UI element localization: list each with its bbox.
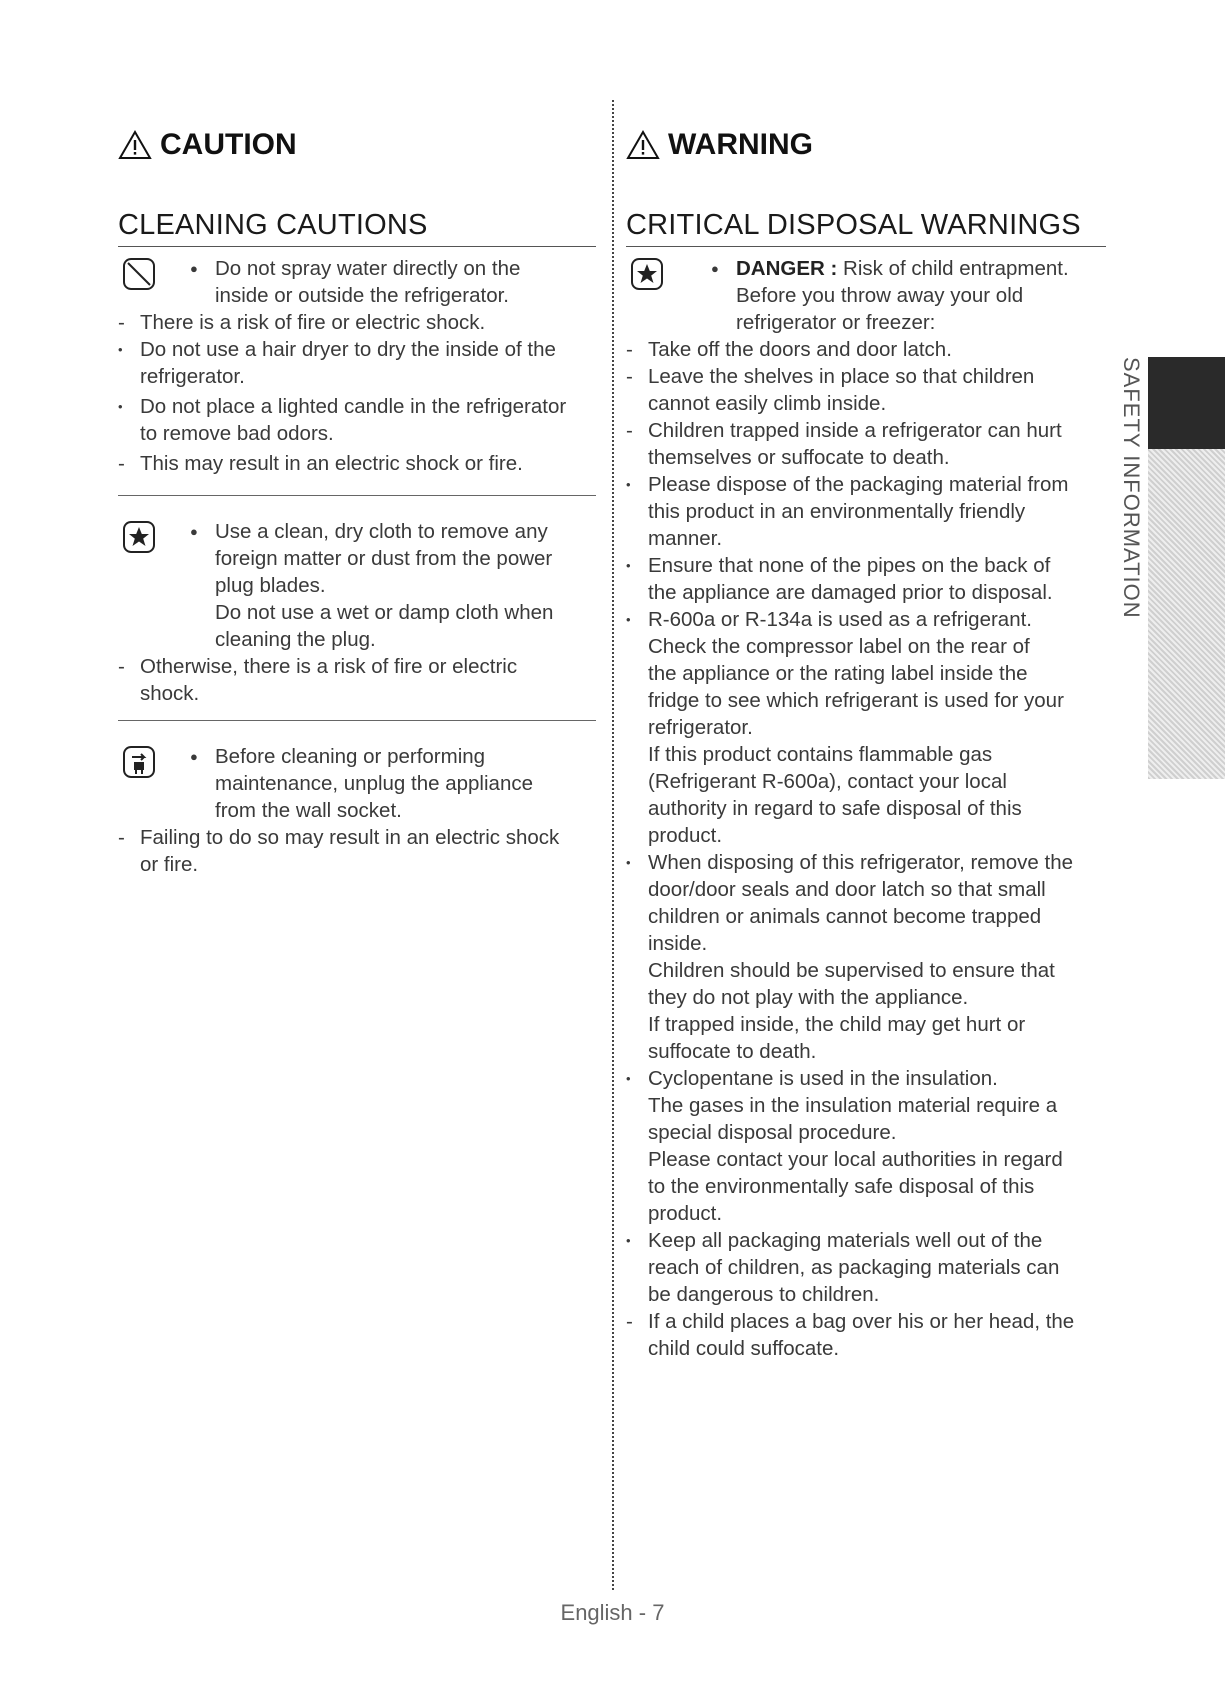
list-item: • Please dispose of the packaging material from <box>626 473 1069 496</box>
body-line: (Refrigerant R-600a), contact your local <box>648 770 1007 793</box>
lead-line: Use a clean, dry cloth to remove any <box>215 520 548 543</box>
body-line: to the environmentally safe disposal of this <box>648 1175 1035 1198</box>
body-line: children or animals cannot become trapped <box>648 905 1042 928</box>
list-item <box>626 984 1106 1011</box>
body-line: to remove bad odors. <box>140 422 334 445</box>
body-line: Keep all packaging materials well out of the <box>648 1229 1043 1252</box>
body-line: Children trapped inside a refrigerator can hurt <box>648 419 1062 442</box>
cleaning-block-3: ● Before cleaning or performing maintenance, unplug the appliance from the wall socket. - Failing to do so may result in an electric shock or fire. <box>118 743 596 878</box>
lead-line: plug blades. <box>215 574 326 597</box>
body-line: If trapped inside, the child may get hurt or <box>648 1013 1026 1036</box>
list-item <box>626 633 1106 660</box>
body-line: cannot easily climb inside. <box>648 392 887 415</box>
warning-triangle-icon <box>118 130 152 160</box>
body-line: be dangerous to children. <box>648 1283 880 1306</box>
list-item <box>626 1038 1106 1065</box>
body-line: Take off the doors and door latch. <box>648 338 952 361</box>
lead-line: foreign matter or dust from the power <box>215 547 553 570</box>
body-line: product. <box>648 824 723 847</box>
body-line: If this product contains flammable gas <box>648 743 993 766</box>
list-item: - Children trapped inside a refrigerator can hurt <box>626 419 1062 442</box>
list-item: • Cyclopentane is used in the insulation. <box>626 1067 998 1090</box>
body-line: When disposing of this refrigerator, remove the <box>648 851 1074 874</box>
list-item <box>626 687 1106 714</box>
list-item: • Ensure that none of the pipes on the back of <box>626 554 1051 577</box>
list-item: - Leave the shelves in place so that children <box>626 365 1035 388</box>
list-item <box>626 957 1106 984</box>
body-line: Otherwise, there is a risk of fire or electric <box>140 655 518 678</box>
body-line: manner. <box>648 527 723 550</box>
body-line: The gases in the insulation material require a <box>648 1094 1058 1117</box>
list-item <box>626 795 1106 822</box>
body-line: inside. <box>648 932 708 955</box>
body-line: Do not use a hair dryer to dry the inside of the <box>140 338 556 361</box>
disposal-warnings-heading: CRITICAL DISPOSAL WARNINGS <box>626 209 1106 247</box>
body-line: reach of children, as packaging materials can <box>648 1256 1060 1279</box>
body-line: refrigerator. <box>140 365 245 388</box>
body-line: this product in an environmentally friendly <box>648 500 1026 523</box>
prohibition-icon <box>122 257 158 293</box>
section-separator <box>118 495 596 496</box>
body-line: Children should be supervised to ensure that <box>648 959 1055 982</box>
list-item <box>626 1092 1106 1119</box>
disposal-block: ● DANGER : Risk of child entrapment. Before you throw away your old refrigerator or freezer: - Take off the doors and door latch. - Leave the shelves in place so that children cannot easily climb inside. - Children trapped inside a refrigerator can hurt themselves or suffocate to death. • Please dispose of the packaging material from this product in an environmentally friendly manner. • Ensure that none of the pipes on the back of the appliance are damaged prior to disposal. • R-600a or R-134a is used as a refrigerant. Check the compressor label on the rear of the appliance or the rating label inside the fridge to see which refrigerant is used for your refrigerator. If this product contains flammable gas (Refrigerant R-600a), contact your local authority in regard to safe disposal of this product. • When disposing of this refrigerator, remove the door/door seals and door latch so that small children or animals cannot become trapped inside. Children should be supervised to ensure that they do not play with the appliance. If trapped inside, the child may get hurt or suffocate to death. • Cyclopentane is used in the insulation. The gases in the insulation material require a special disposal procedure. Please contact your local authorities in regard to the environmentally safe disposal of this product. • Keep all packaging materials well out of the reach of children, as packaging materials can be dangerous to children. - If a child places a bag over his or her head, the child could suffocate. <box>626 255 1106 1362</box>
body-line: product. <box>648 1202 723 1225</box>
list-item <box>626 1146 1106 1173</box>
warning-banner <box>626 128 813 162</box>
star-check-icon <box>122 520 158 556</box>
body-line: the appliance or the rating label inside the <box>648 662 1028 685</box>
body-line: they do not play with the appliance. <box>648 986 969 1009</box>
body-line: Leave the shelves in place so that children <box>648 365 1035 388</box>
list-item <box>626 444 1106 471</box>
list-item <box>626 822 1106 849</box>
side-tab-marker <box>1148 357 1225 449</box>
lead-line: cleaning the plug. <box>215 628 376 651</box>
disposal-list <box>626 336 1106 1362</box>
body-line: Ensure that none of the pipes on the back of <box>648 554 1051 577</box>
body-line: Please contact your local authorities in regard <box>648 1148 1063 1171</box>
list-item: • When disposing of this refrigerator, remove the <box>626 851 1074 874</box>
list-item: • Keep all packaging materials well out of the <box>626 1229 1043 1252</box>
caution-banner <box>118 128 297 162</box>
list-item <box>626 714 1106 741</box>
side-tab-shade <box>1148 449 1225 779</box>
body-line: door/door seals and door latch so that small <box>648 878 1046 901</box>
warning-title: WARNING <box>668 128 813 161</box>
body-line: Check the compressor label on the rear of <box>648 635 1030 658</box>
list-item <box>626 390 1106 417</box>
lead-line: Before cleaning or performing <box>215 745 486 768</box>
column-divider <box>612 100 614 1590</box>
page-number: English - 7 <box>560 1600 665 1625</box>
warning-triangle-icon <box>626 130 660 160</box>
body-line: or fire. <box>140 853 199 876</box>
lead-line: refrigerator or freezer: <box>736 311 936 334</box>
body-line: shock. <box>140 682 200 705</box>
body-line: Failing to do so may result in an electric shock <box>140 826 560 849</box>
lead-line: Risk of child entrapment. <box>837 257 1069 280</box>
lead-line: inside or outside the refrigerator. <box>215 284 509 307</box>
side-tab-label: SAFETY INFORMATION <box>1119 357 1144 619</box>
body-line: the appliance are damaged prior to disposal. <box>648 581 1053 604</box>
list-item <box>626 1200 1106 1227</box>
body-line: suffocate to death. <box>648 1040 817 1063</box>
lead-line: Do not use a wet or damp cloth when <box>215 601 554 624</box>
list-item <box>626 876 1106 903</box>
cleaning-cautions-heading: CLEANING CAUTIONS <box>118 209 596 247</box>
list-item <box>626 1281 1106 1308</box>
star-check-icon <box>630 257 666 293</box>
lead-line: Do not spray water directly on the <box>215 257 521 280</box>
body-line: If a child places a bag over his or her head, the <box>648 1310 1075 1333</box>
list-item <box>626 498 1106 525</box>
body-line: R-600a or R-134a is used as a refrigerant. <box>648 608 1033 631</box>
lead-line: Before you throw away your old <box>736 284 1024 307</box>
list-item <box>626 1011 1106 1038</box>
list-item <box>626 903 1106 930</box>
list-item <box>626 660 1106 687</box>
body-line: themselves or suffocate to death. <box>648 446 950 469</box>
danger-label: DANGER : <box>736 257 838 280</box>
list-item <box>626 930 1106 957</box>
caution-title: CAUTION <box>160 128 297 161</box>
list-item <box>626 741 1106 768</box>
cleaning-block-2: ● Use a clean, dry cloth to remove any foreign matter or dust from the power plug blades. Do not use a wet or damp cloth when cleaning the plug. - Otherwise, there is a risk of fire or electric shock. <box>118 518 596 707</box>
body-line: special disposal procedure. <box>648 1121 897 1144</box>
unplug-icon <box>122 745 158 781</box>
body-line: child could suffocate. <box>648 1337 840 1360</box>
section-separator <box>118 720 596 721</box>
body-line: authority in regard to safe disposal of this <box>648 797 1022 820</box>
list-item <box>626 1119 1106 1146</box>
list-item: • R-600a or R-134a is used as a refrigerant. <box>626 608 1033 631</box>
list-item <box>626 579 1106 606</box>
cleaning-block-1: ● Do not spray water directly on the inside or outside the refrigerator. - There is a risk of fire or electric shock. • Do not use a hair dryer to dry the inside of the refrigerator. • Do not place a lighted candle in the refrigerator to remove bad odors. - This may result in an electric shock or fire. <box>118 255 596 477</box>
list-item: - If a child places a bag over his or her head, the <box>626 1310 1075 1333</box>
list-item <box>626 1173 1106 1200</box>
lead-line: from the wall socket. <box>215 799 402 822</box>
body-line: Please dispose of the packaging material from <box>648 473 1069 496</box>
list-item: - Take off the doors and door latch. <box>626 338 952 361</box>
body-line: fridge to see which refrigerant is used for your <box>648 689 1064 712</box>
body-line: refrigerator. <box>648 716 753 739</box>
body-line: There is a risk of fire or electric shock. <box>140 311 486 334</box>
lead-line: maintenance, unplug the appliance <box>215 772 533 795</box>
body-line: Do not place a lighted candle in the refrigerator <box>140 395 567 418</box>
list-item <box>626 525 1106 552</box>
list-item <box>626 1335 1106 1362</box>
list-item <box>626 1254 1106 1281</box>
body-line: Cyclopentane is used in the insulation. <box>648 1067 998 1090</box>
list-item <box>626 768 1106 795</box>
body-line: This may result in an electric shock or fire. <box>140 452 523 475</box>
